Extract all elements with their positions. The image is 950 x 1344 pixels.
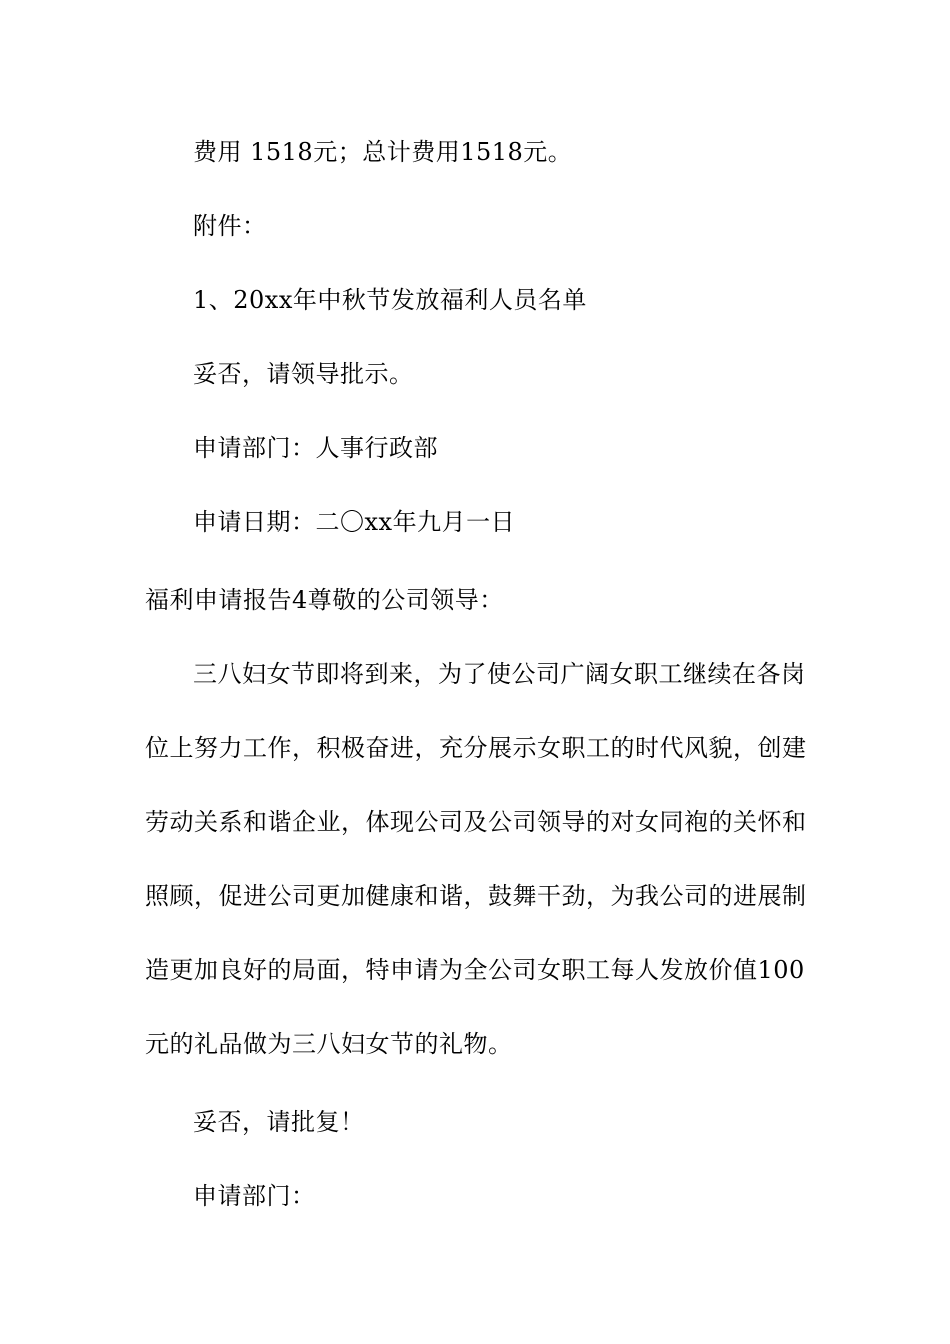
text-line-body-6: 元的礼品做为三八妇女节的礼物。 [145, 1030, 513, 1058]
text-line-department: 申请部门：人事行政部 [193, 434, 438, 462]
text-line-attachment-item: 1、20xx年中秋节发放福利人员名单 [193, 286, 587, 314]
text-line-body-5: 造更加良好的局面，特申请为全公司女职工每人发放价值100 [145, 956, 805, 984]
text-line-date: 申请日期：二〇xx年九月一日 [193, 508, 516, 536]
text-line-body-2: 位上努力工作，积极奋进，充分展示女职工的时代风貌，创建 [145, 734, 807, 762]
text-line-attachment-heading: 附件： [193, 212, 267, 240]
text-line-department-2: 申请部门： [193, 1182, 316, 1210]
text-line-body-4: 照顾，促进公司更加健康和谐，鼓舞干劲，为我公司的进展制 [145, 882, 807, 910]
text-line-approval-request: 妥否，请领导批示。 [193, 360, 414, 388]
text-line-body-3: 劳动关系和谐企业，体现公司及公司领导的对女同袍的关怀和 [145, 808, 807, 836]
text-line-cost: 费用 1518元；总计费用1518元。 [193, 138, 573, 166]
text-line-report-heading: 福利申请报告4尊敬的公司领导： [145, 586, 504, 614]
text-line-reply-request: 妥否，请批复！ [193, 1108, 365, 1136]
text-line-body-1: 三八妇女节即将到来，为了使公司广阔女职工继续在各岗 [193, 660, 806, 688]
